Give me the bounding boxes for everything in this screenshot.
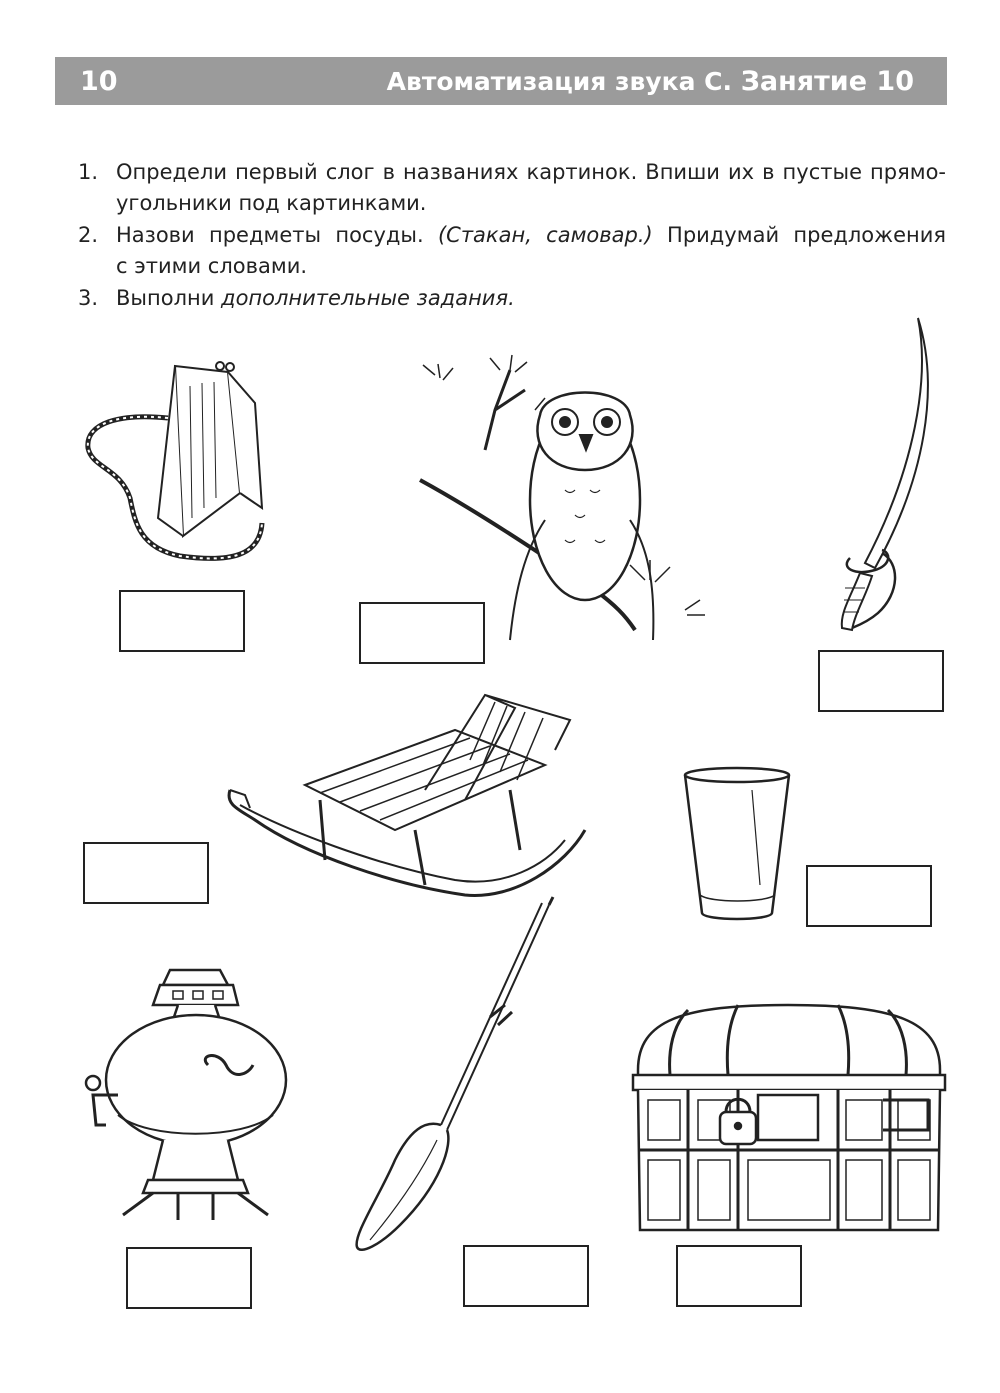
handbag-icon <box>80 358 295 573</box>
instruction-text-part: Придумай предложения <box>652 223 947 247</box>
instruction-text <box>116 220 946 251</box>
answer-box[interactable] <box>359 602 485 664</box>
instruction-text <box>116 283 946 314</box>
page-title <box>387 66 914 97</box>
instruction-number: 3. <box>78 286 99 310</box>
instruction-italic: дополнительные задания. <box>221 286 515 310</box>
sled-icon <box>225 690 590 905</box>
answer-box[interactable] <box>463 1245 589 1307</box>
instruction-text: с этими словами. <box>116 254 308 278</box>
instruction-number: 2. <box>78 223 99 247</box>
answer-box[interactable] <box>83 842 209 904</box>
answer-box[interactable] <box>126 1247 252 1309</box>
instruction-text-part: Выполни <box>116 286 222 310</box>
instruction-number: 1. <box>78 160 99 184</box>
instruction-text: Определи первый слог в названиях картинок. Впиши их в пустые прямо- <box>116 160 946 184</box>
answer-box[interactable] <box>119 590 245 652</box>
title-bold: Занятие 10 <box>740 66 914 97</box>
saber-icon <box>830 318 950 638</box>
title-regular: Автоматизация звука С. <box>386 67 733 96</box>
answer-box[interactable] <box>818 650 944 712</box>
instruction-text: угольники под картинками. <box>116 191 427 215</box>
instruction-italic: (Стакан, самовар.) <box>437 223 653 247</box>
instruction-text-part: Назови предметы посуды. <box>116 223 438 247</box>
samovar-icon <box>78 965 303 1230</box>
glass-icon <box>680 765 795 925</box>
page-number: 10 <box>80 66 118 97</box>
chest-icon <box>628 1000 950 1235</box>
answer-box[interactable] <box>806 865 932 927</box>
oar-icon <box>355 895 555 1255</box>
answer-box[interactable] <box>676 1245 802 1307</box>
